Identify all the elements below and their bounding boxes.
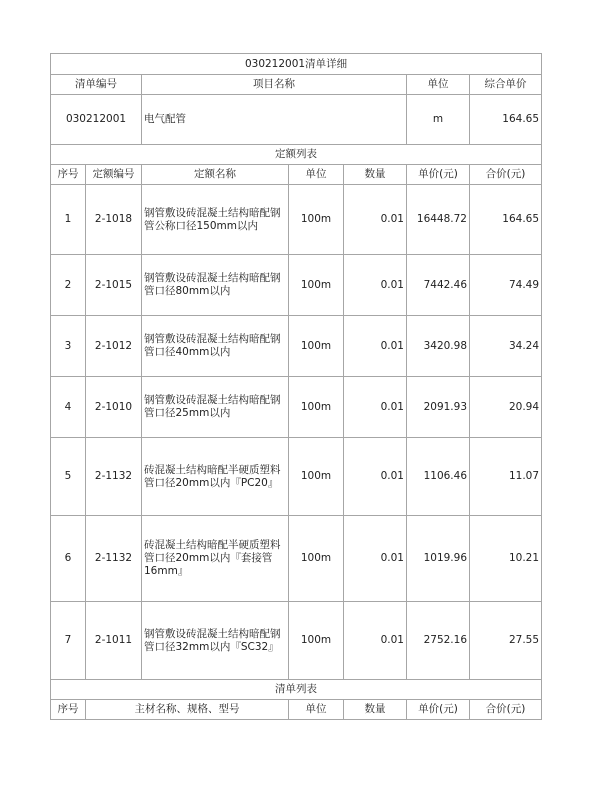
quota-unit-price: 16448.72 [407,185,470,255]
header-price: 综合单价 [470,75,542,95]
quota-header-seq: 序号 [51,165,86,185]
material-header-unit-price: 单价(元) [407,700,470,720]
quota-total: 164.65 [470,185,542,255]
quota-header-code: 定额编号 [86,165,142,185]
quota-unit: 100m [289,516,344,602]
quota-seq: 4 [51,377,86,438]
quota-unit-price: 1106.46 [407,438,470,516]
quota-total: 27.55 [470,602,542,680]
quota-name: 钢管敷设砖混凝土结构暗配钢管口径32mm以内『SC32』 [142,602,289,680]
item-price: 164.65 [470,95,542,145]
quota-header-total: 合价(元) [470,165,542,185]
quota-qty: 0.01 [344,185,407,255]
item-code: 030212001 [51,95,142,145]
quota-unit: 100m [289,377,344,438]
quota-unit: 100m [289,602,344,680]
quota-row [51,438,542,516]
quota-section-title: 定额列表 [51,145,542,165]
quota-qty: 0.01 [344,602,407,680]
quota-row [51,255,542,316]
quota-qty: 0.01 [344,516,407,602]
quota-qty: 0.01 [344,377,407,438]
quota-header-qty: 数量 [344,165,407,185]
quota-code: 2-1132 [86,516,142,602]
quota-unit: 100m [289,316,344,377]
quota-seq: 5 [51,438,86,516]
quota-total: 11.07 [470,438,542,516]
quota-total: 20.94 [470,377,542,438]
quota-unit: 100m [289,185,344,255]
quota-code: 2-1132 [86,438,142,516]
quota-header-unit-price: 单价(元) [407,165,470,185]
quota-row [51,602,542,680]
item-name: 电气配管 [142,95,407,145]
quota-seq: 7 [51,602,86,680]
quota-name: 钢管敷设砖混凝土结构暗配钢管口径25mm以内 [142,377,289,438]
quota-unit-price: 7442.46 [407,255,470,316]
quota-header-name: 定额名称 [142,165,289,185]
material-section-title: 清单列表 [51,680,542,700]
material-header-total: 合价(元) [470,700,542,720]
header-unit: 单位 [407,75,470,95]
quota-name: 钢管敷设砖混凝土结构暗配钢管口径40mm以内 [142,316,289,377]
quota-seq: 2 [51,255,86,316]
quota-row [51,185,542,255]
quota-seq: 6 [51,516,86,602]
quota-total: 74.49 [470,255,542,316]
material-header-seq: 序号 [51,700,86,720]
material-header-qty: 数量 [344,700,407,720]
quota-unit-price: 2091.93 [407,377,470,438]
quota-name: 钢管敷设砖混凝土结构暗配钢管口径80mm以内 [142,255,289,316]
quota-unit-price: 3420.98 [407,316,470,377]
quota-total: 10.21 [470,516,542,602]
quota-unit: 100m [289,438,344,516]
quota-code: 2-1011 [86,602,142,680]
quota-row [51,516,542,602]
material-header-unit: 单位 [289,700,344,720]
quota-code: 2-1012 [86,316,142,377]
quota-qty: 0.01 [344,255,407,316]
quota-row [51,316,542,377]
header-name: 项目名称 [142,75,407,95]
item-unit: m [407,95,470,145]
material-header-name: 主材名称、规格、型号 [86,700,289,720]
quota-code: 2-1018 [86,185,142,255]
quota-unit-price: 1019.96 [407,516,470,602]
table-title: 030212001清单详细 [51,54,542,75]
quota-code: 2-1010 [86,377,142,438]
quota-qty: 0.01 [344,438,407,516]
quota-header-unit: 单位 [289,165,344,185]
quota-total: 34.24 [470,316,542,377]
quota-seq: 3 [51,316,86,377]
quota-row [51,377,542,438]
quota-name: 砖混凝土结构暗配半硬质塑料管口径20mm以内『套接管16mm』 [142,516,289,602]
quota-seq: 1 [51,185,86,255]
quota-unit: 100m [289,255,344,316]
bill-detail-table [50,53,542,720]
quota-code: 2-1015 [86,255,142,316]
quota-qty: 0.01 [344,316,407,377]
quota-name: 钢管敷设砖混凝土结构暗配钢管公称口径150mm以内 [142,185,289,255]
quota-name: 砖混凝土结构暗配半硬质塑料管口径20mm以内『PC20』 [142,438,289,516]
header-code: 清单编号 [51,75,142,95]
quota-unit-price: 2752.16 [407,602,470,680]
